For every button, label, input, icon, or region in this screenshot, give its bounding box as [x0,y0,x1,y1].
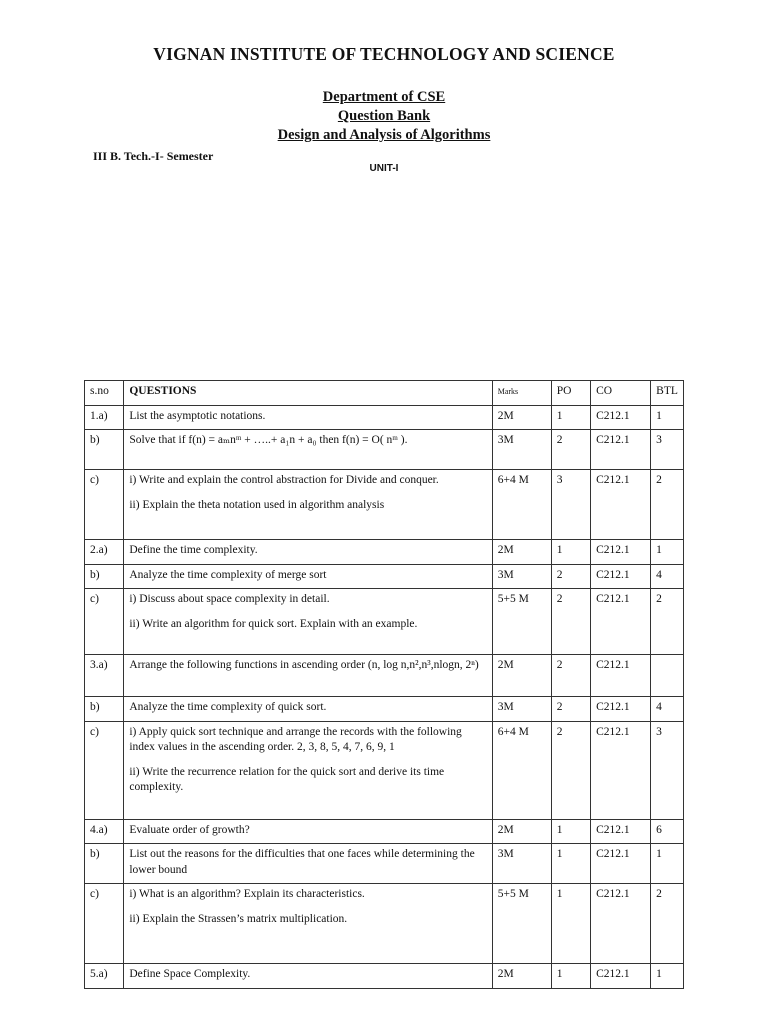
table-row [85,844,684,884]
cell-sno: 5.a) [85,964,124,989]
cell-question [124,964,492,989]
table-body [85,405,684,988]
cell-marks: 2M [492,655,551,697]
cell-btl: 2 [651,470,684,540]
cell-po: 1 [551,819,590,844]
cell-po: 3 [551,470,590,540]
question-part: ii) Explain the theta notation used in algorithm analysis [129,498,385,511]
cell-po: 1 [551,540,590,565]
cell-marks: 5+5 M [492,884,551,964]
question-part: i) Write and explain the control abstraction for Divide and conquer. [129,474,439,486]
cell-btl: 1 [651,844,684,884]
doc-type-heading [0,108,768,125]
header-btl: BTL [651,381,684,406]
cell-po: 1 [551,844,590,884]
question-part: ii) Write the recurrence relation for the quick sort and derive its time complexity. [129,765,445,793]
question-part: ii) Write an algorithm for quick sort. Explain with an example. [129,617,418,630]
cell-sno: 2.a) [85,540,124,565]
cell-question [124,405,492,430]
cell-co: C212.1 [591,540,651,565]
question-part: Define the time complexity. [129,544,258,556]
cell-sno: b) [85,697,124,722]
cell-question [124,589,492,655]
question-part: Evaluate order of growth? [129,823,250,836]
cell-sno: c) [85,470,124,540]
cell-po: 2 [551,430,590,470]
cell-co: C212.1 [591,964,651,989]
cell-marks: 3M [492,844,551,884]
cell-btl: 1 [651,964,684,989]
table-row [85,819,684,844]
cell-po: 2 [551,721,590,819]
cell-btl: 1 [651,405,684,430]
table-row [85,697,684,722]
cell-marks: 3M [492,430,551,470]
cell-marks: 3M [492,697,551,722]
question-part: List out the reasons for the difficulties that one faces while determining the lower bound [129,848,475,876]
cell-co: C212.1 [591,884,651,964]
cell-btl [651,655,684,697]
unit-label: UNIT-I [369,163,399,174]
cell-sno: b) [85,430,124,470]
cell-btl: 6 [651,819,684,844]
table-row [85,721,684,819]
table-row [85,655,684,697]
table-row [85,884,684,964]
table-row [85,540,684,565]
cell-po: 1 [551,884,590,964]
course-heading [0,127,768,144]
cell-question [124,655,492,697]
cell-question [124,721,492,819]
cell-co: C212.1 [591,697,651,722]
cell-co: C212.1 [591,564,651,589]
question-part: List the asymptotic notations. [129,409,266,422]
cell-btl: 4 [651,564,684,589]
cell-po: 2 [551,697,590,722]
cell-po: 2 [551,564,590,589]
cell-co: C212.1 [591,721,651,819]
cell-sno: c) [85,589,124,655]
table-row [85,589,684,655]
cell-question [124,884,492,964]
cell-sno: 3.a) [85,655,124,697]
cell-po: 1 [551,405,590,430]
cell-question [124,564,492,589]
cell-po: 2 [551,655,590,697]
cell-marks: 2M [492,819,551,844]
cell-marks: 2M [492,405,551,430]
header-marks: Marks [492,381,551,406]
question-part: Analyze the time complexity of quick sort. [129,701,327,713]
question-part: i) Discuss about space complexity in detail. [129,593,330,605]
question-part: ii) Explain the Strassen’s matrix multiplication. [129,912,348,925]
cell-btl: 3 [651,721,684,819]
header-co: CO [591,381,651,406]
institute-title: VIGNAN INSTITUTE OF TECHNOLOGY AND SCIENCE [153,44,615,64]
cell-btl: 3 [651,430,684,470]
cell-sno: c) [85,721,124,819]
cell-sno: b) [85,564,124,589]
header-questions: QUESTIONS [124,381,492,406]
cell-marks: 6+4 M [492,470,551,540]
table-row [85,964,684,989]
cell-sno: 1.a) [85,405,124,430]
cell-question [124,430,492,470]
cell-co: C212.1 [591,405,651,430]
cell-question [124,540,492,565]
cell-co: C212.1 [591,655,651,697]
cell-sno: 4.a) [85,819,124,844]
cell-marks: 3M [492,564,551,589]
cell-question [124,844,492,884]
department-heading [0,89,768,106]
cell-co: C212.1 [591,844,651,884]
question-part: Arrange the following functions in ascending order (n, log n,n²,n³,nlogn, 2ⁿ) [129,659,479,671]
table-row [85,564,684,589]
semester-label: III B. Tech.-I- Semester [93,149,214,163]
cell-btl: 2 [651,589,684,655]
table-row [85,470,684,540]
cell-po: 1 [551,964,590,989]
cell-marks: 2M [492,540,551,565]
cell-btl: 4 [651,697,684,722]
header-po: PO [551,381,590,406]
cell-btl: 1 [651,540,684,565]
table-row [85,430,684,470]
cell-co: C212.1 [591,470,651,540]
table-header-row [85,381,684,406]
question-part: i) Apply quick sort technique and arrange the records with the following index values in the ascending order. 2, 3, 8, 5, 4, 7, 6, 9, 1 [129,725,462,753]
cell-sno: b) [85,844,124,884]
cell-po: 2 [551,589,590,655]
cell-marks: 2M [492,964,551,989]
question-part: Solve that if f(n) = aₘnᵐ + …..+ a₁n + a₀ then f(n) = O( nᵐ ). [129,434,408,446]
cell-question [124,697,492,722]
question-part: Analyze the time complexity of merge sort [129,568,327,581]
cell-marks: 5+5 M [492,589,551,655]
header-sno: s.no [85,381,124,406]
question-table [84,380,684,989]
cell-co: C212.1 [591,819,651,844]
cell-btl: 2 [651,884,684,964]
cell-co: C212.1 [591,430,651,470]
course-text: Design and Analysis of Algorithms [277,127,491,143]
cell-co: C212.1 [591,589,651,655]
cell-sno: c) [85,884,124,964]
cell-question [124,470,492,540]
question-part: Define Space Complexity. [129,968,251,980]
cell-marks: 6+4 M [492,721,551,819]
table-row [85,405,684,430]
doc-type-text: Question Bank [337,108,431,124]
cell-question [124,819,492,844]
department-text: Department of CSE [322,89,446,105]
question-part: i) What is an algorithm? Explain its characteristics. [129,888,365,900]
